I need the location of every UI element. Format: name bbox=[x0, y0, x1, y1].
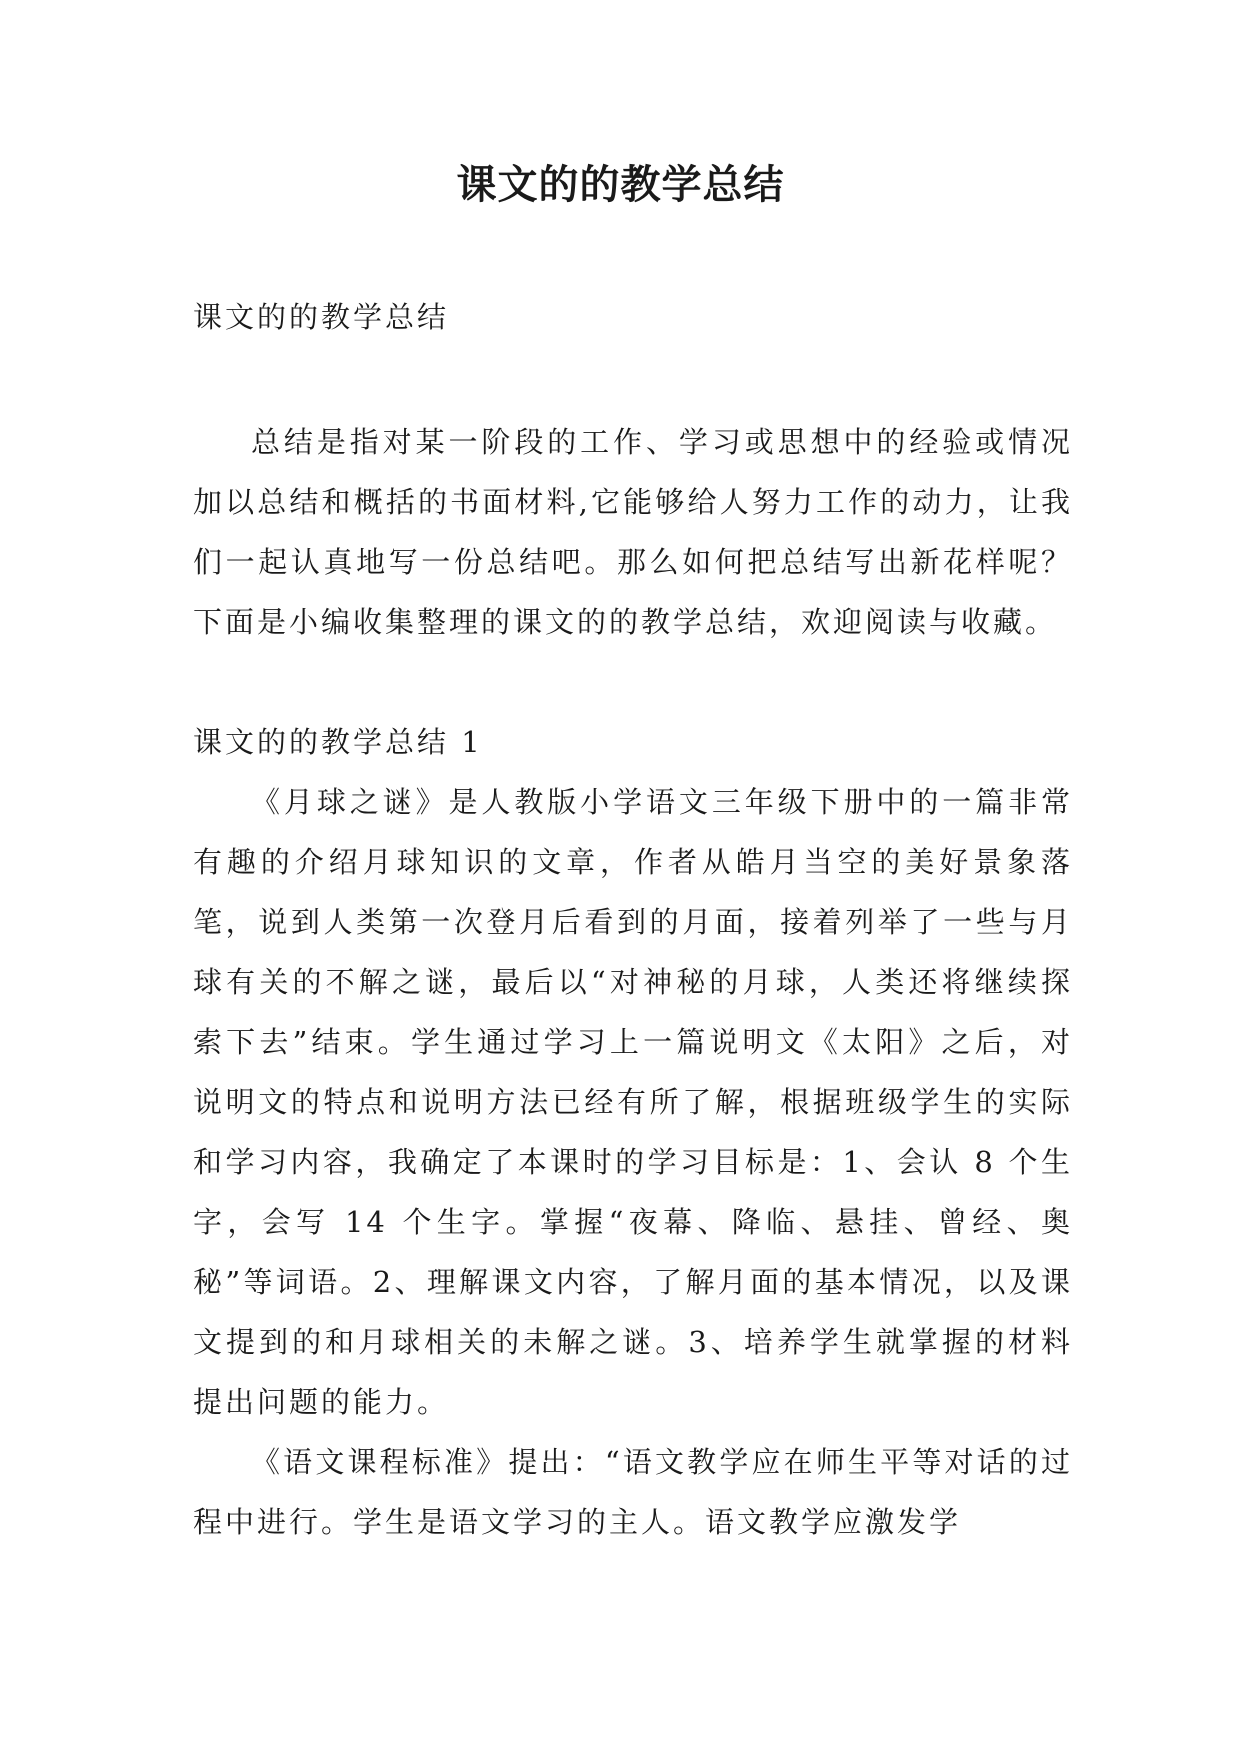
document-body bbox=[193, 287, 1073, 1552]
section-paragraph: 《语文课程标准》提出：“语文教学应在师生平等对话的过程中进行。学生是语文学习的主人。语文教学应激发学 bbox=[193, 1445, 1073, 1539]
spacer bbox=[193, 652, 1073, 712]
document-title: 课文的的教学总结 bbox=[456, 161, 785, 208]
section-heading: 课文的的教学总结 1 bbox=[193, 725, 483, 759]
spacer bbox=[193, 347, 1073, 412]
document-subtitle: 课文的的教学总结 bbox=[193, 300, 450, 334]
intro-paragraph: 总结是指对某一阶段的工作、学习或思想中的经验或情况加以总结和概括的书面材料,它能够给人努力工作的动力，让我们一起认真地写一份总结吧。那么如何把总结写出新花样呢？下面是小编收集整理的课文的的教学总结，欢迎阅读与收藏。 bbox=[193, 425, 1073, 639]
section-paragraph: 《月球之谜》是人教版小学语文三年级下册中的一篇非常有趣的介绍月球知识的文章，作者从皓月当空的美好景象落笔，说到人类第一次登月后看到的月面，接着列举了一些与月球有关的不解之谜，最后以“对神秘的月球，人类还将继续探索下去”结束。学生通过学习上一篇说明文《太阳》之后，对说明文的特点和说明方法已经有所了解，根据班级学生的实际和学习内容，我确定了本课时的学习目标是：1、会认 8 个生字，会写 14 个生字。掌握“夜幕、降临、悬挂、曾经、奥秘”等词语。2、理解课文内容，了解月面的基本情况，以及课文提到的和月球相关的未解之谜。3、培养学生就掌握的材料提出问题的能力。 bbox=[193, 785, 1073, 1419]
